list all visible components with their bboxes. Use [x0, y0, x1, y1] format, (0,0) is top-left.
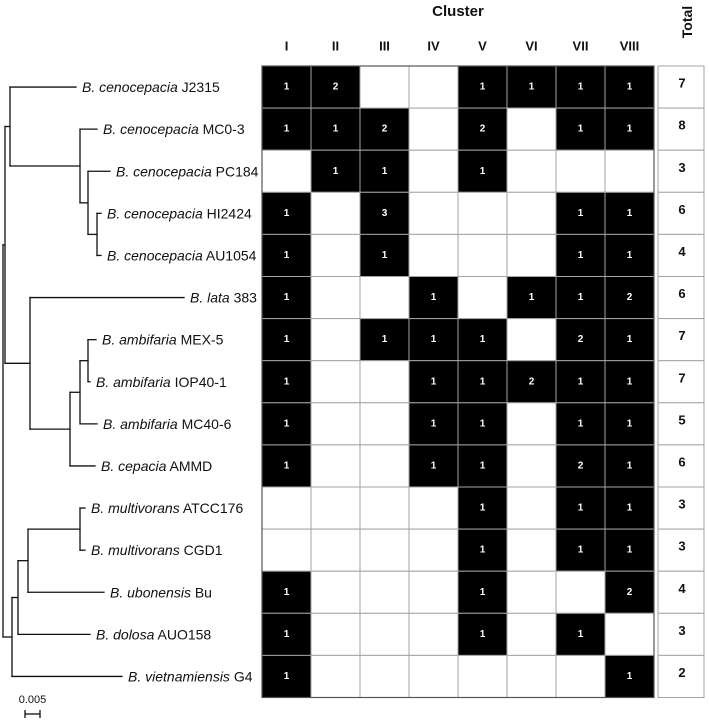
species-name: B. multivorans — [91, 542, 180, 559]
total-value: 3 — [678, 622, 686, 638]
cell-value: 1 — [577, 207, 584, 219]
column-header-VI: VI — [525, 38, 538, 54]
heatmap-cell — [360, 571, 409, 613]
strain-name: J2315 — [181, 79, 220, 96]
heatmap-cell — [507, 150, 556, 192]
strain-name: HI2424 — [206, 205, 252, 222]
strain-label — [82, 79, 220, 95]
cell-value: 1 — [479, 165, 486, 177]
strain-label — [128, 668, 253, 684]
species-name: B. cenocepacia — [116, 163, 212, 180]
heatmap-cell — [409, 66, 458, 108]
cell-value: 2 — [577, 334, 584, 346]
cell-value: 1 — [626, 544, 633, 556]
strain-label — [107, 205, 252, 221]
heatmap-cell — [262, 529, 311, 571]
cell-value: 1 — [430, 460, 437, 472]
species-name: B. ambifaria — [96, 373, 171, 390]
cell-value: 1 — [381, 249, 388, 261]
cell-value: 1 — [430, 418, 437, 430]
total-value: 7 — [678, 370, 686, 386]
cell-value: 1 — [577, 249, 584, 261]
cell-value: 1 — [283, 376, 290, 388]
cell-value: 1 — [577, 502, 584, 514]
cell-value: 1 — [479, 628, 486, 640]
strain-label — [91, 542, 223, 558]
strain-label — [190, 290, 257, 306]
heatmap-cell — [409, 571, 458, 613]
strain-label — [102, 332, 224, 348]
strain-name: AUO158 — [157, 626, 212, 643]
strain-name: G4 — [233, 668, 253, 685]
species-name: B. cenocepacia — [107, 205, 203, 222]
cell-value: 3 — [381, 207, 388, 219]
heatmap-cell — [311, 234, 360, 276]
strain-label — [107, 247, 257, 263]
total-value: 4 — [678, 580, 686, 596]
column-header-III: III — [379, 38, 390, 54]
cell-value: 1 — [626, 123, 633, 135]
strain-name: PC184 — [215, 163, 259, 180]
heatmap-cell — [409, 192, 458, 234]
total-value: 6 — [678, 286, 686, 302]
column-header-V: V — [478, 38, 487, 54]
cell-value: 1 — [577, 544, 584, 556]
heatmap-cell — [311, 403, 360, 445]
heatmap-cell — [360, 655, 409, 697]
total-heading: Total — [679, 5, 695, 39]
heatmap-cell — [311, 487, 360, 529]
cell-value: 1 — [283, 81, 290, 93]
cell-value: 1 — [577, 628, 584, 640]
species-name: B. cepacia — [101, 457, 167, 474]
cell-value: 1 — [626, 460, 633, 472]
species-name: B. ambifaria — [103, 415, 178, 432]
total-value: 7 — [678, 328, 686, 344]
strain-name: ATCC176 — [182, 500, 244, 517]
cell-value: 1 — [577, 81, 584, 93]
heatmap-cell — [507, 487, 556, 529]
strain-label — [103, 121, 245, 137]
heatmap-cell — [507, 655, 556, 697]
heatmap-cell — [507, 403, 556, 445]
cell-value: 1 — [479, 376, 486, 388]
cell-value: 1 — [283, 586, 290, 598]
cell-value: 1 — [283, 207, 290, 219]
cell-value: 1 — [577, 123, 584, 135]
strain-label — [101, 458, 212, 474]
cell-value: 1 — [283, 628, 290, 640]
heatmap-cell — [409, 487, 458, 529]
cell-value: 2 — [381, 123, 388, 135]
cell-value: 2 — [626, 292, 633, 304]
cell-value: 1 — [332, 165, 339, 177]
total-value: 3 — [678, 159, 686, 175]
heatmap-cell — [507, 108, 556, 150]
species-name: B. dolosa — [96, 626, 155, 643]
strain-label — [91, 500, 243, 516]
column-header-II: II — [331, 38, 340, 54]
heatmap-cell — [311, 529, 360, 571]
cell-value: 1 — [283, 460, 290, 472]
heatmap-cell — [311, 319, 360, 361]
cell-value: 1 — [479, 502, 486, 514]
heatmap-cell — [262, 487, 311, 529]
strain-name: IOP40-1 — [174, 373, 227, 390]
total-value: 8 — [678, 117, 686, 133]
total-column — [658, 66, 704, 698]
cell-value: 1 — [381, 165, 388, 177]
strain-label — [103, 416, 232, 432]
cell-value: 2 — [577, 460, 584, 472]
heatmap-cell — [556, 655, 605, 697]
cell-value: 1 — [577, 418, 584, 430]
cluster-matrix — [262, 66, 654, 698]
heatmap-cell — [409, 529, 458, 571]
cell-value: 1 — [626, 376, 633, 388]
cell-value: 2 — [479, 123, 486, 135]
heatmap-cell — [360, 403, 409, 445]
heatmap-cell — [360, 529, 409, 571]
species-name: B. ambifaria — [102, 331, 177, 348]
cell-value: 1 — [577, 292, 584, 304]
heatmap-cell — [507, 234, 556, 276]
column-headers — [285, 39, 640, 54]
heatmap-cell — [507, 319, 556, 361]
cell-value: 1 — [626, 670, 633, 682]
heatmap-cell — [360, 445, 409, 487]
species-name: B. cenocepacia — [107, 247, 203, 264]
total-value: 6 — [678, 201, 686, 217]
cell-value: 1 — [283, 670, 290, 682]
cell-value: 1 — [626, 502, 633, 514]
cell-value: 1 — [479, 81, 486, 93]
total-value: 5 — [678, 412, 686, 428]
cell-value: 1 — [283, 123, 290, 135]
cell-value: 1 — [381, 334, 388, 346]
cell-value: 1 — [626, 418, 633, 430]
strain-label — [96, 626, 211, 642]
total-value: 4 — [678, 243, 686, 259]
cell-value: 2 — [528, 376, 535, 388]
species-name: B. lata — [190, 289, 230, 306]
strain-name: CGD1 — [183, 542, 223, 559]
heatmap-cell — [507, 529, 556, 571]
heatmap-cell — [360, 613, 409, 655]
strain-name: Bu — [194, 584, 212, 601]
cluster-heading: Cluster — [432, 3, 484, 20]
cell-value: 1 — [479, 586, 486, 598]
heatmap-cell — [409, 234, 458, 276]
scale-bar-label: 0.005 — [18, 694, 47, 706]
total-value: 3 — [678, 538, 686, 554]
cell-value: 1 — [626, 81, 633, 93]
heatmap-cell — [605, 613, 654, 655]
heatmap-cell — [507, 613, 556, 655]
heatmap-cell — [360, 361, 409, 403]
total-value: 7 — [678, 75, 686, 91]
cell-value: 1 — [430, 292, 437, 304]
species-name: B. ubonensis — [110, 584, 191, 601]
cell-value: 2 — [626, 586, 633, 598]
cell-value: 1 — [430, 376, 437, 388]
cell-value: 1 — [626, 334, 633, 346]
strain-label — [110, 584, 212, 600]
heatmap-cell — [409, 150, 458, 192]
column-header-I: I — [284, 38, 289, 54]
column-header-IV: IV — [427, 38, 440, 54]
strain-name: MC40-6 — [181, 415, 232, 432]
heatmap-cell — [507, 571, 556, 613]
cell-value: 1 — [479, 418, 486, 430]
heatmap-cell — [409, 655, 458, 697]
strain-name: MEX-5 — [180, 331, 224, 348]
cell-value: 1 — [479, 544, 486, 556]
cell-value: 1 — [626, 249, 633, 261]
cell-value: 1 — [283, 418, 290, 430]
heatmap-cell — [556, 150, 605, 192]
strain-name: AMMD — [169, 457, 213, 474]
cell-value: 1 — [626, 207, 633, 219]
cell-value: 1 — [577, 376, 584, 388]
species-name: B. vietnamiensis — [128, 668, 230, 685]
cell-value: 1 — [528, 81, 535, 93]
heatmap-cell — [507, 192, 556, 234]
scale-bar — [19, 694, 47, 718]
heatmap-cell — [311, 277, 360, 319]
total-value: 3 — [678, 496, 686, 512]
cell-value: 1 — [283, 249, 290, 261]
species-name: B. multivorans — [91, 500, 180, 517]
total-value: 2 — [678, 664, 686, 680]
cell-value: 1 — [479, 460, 486, 472]
strain-label — [116, 163, 259, 179]
strain-name: 383 — [233, 289, 257, 306]
strain-name: MC0-3 — [202, 121, 245, 138]
heatmap-cell — [458, 234, 507, 276]
heatmap-cell — [311, 192, 360, 234]
heatmap-cell — [556, 571, 605, 613]
heatmap-cell — [409, 108, 458, 150]
heatmap-cell — [311, 613, 360, 655]
strain-labels — [82, 79, 259, 684]
total-value: 6 — [678, 454, 686, 470]
heatmap-cell — [262, 150, 311, 192]
column-header-VIII: VIII — [619, 38, 640, 54]
heatmap-cell — [409, 613, 458, 655]
heatmap-cell — [360, 277, 409, 319]
cell-value: 1 — [332, 123, 339, 135]
column-header-VII: VII — [572, 38, 589, 54]
heatmap-cell — [360, 487, 409, 529]
cell-value: 1 — [479, 334, 486, 346]
heatmap-cell — [507, 445, 556, 487]
cell-value: 1 — [283, 292, 290, 304]
species-name: B. cenocepacia — [103, 121, 199, 138]
cell-value: 1 — [430, 334, 437, 346]
cell-value: 1 — [283, 334, 290, 346]
heatmap-cell — [458, 192, 507, 234]
heatmap-cell — [605, 150, 654, 192]
strain-label — [96, 374, 227, 390]
heatmap-cell — [458, 655, 507, 697]
heatmap-cell — [311, 655, 360, 697]
strain-name: AU1054 — [205, 247, 257, 264]
heatmap-cell — [360, 66, 409, 108]
heatmap-cell — [458, 277, 507, 319]
heatmap-cell — [311, 571, 360, 613]
species-name: B. cenocepacia — [82, 79, 178, 96]
heatmap-cell — [311, 445, 360, 487]
cell-value: 1 — [528, 292, 535, 304]
cell-value: 2 — [332, 81, 339, 93]
heatmap-cell — [311, 361, 360, 403]
